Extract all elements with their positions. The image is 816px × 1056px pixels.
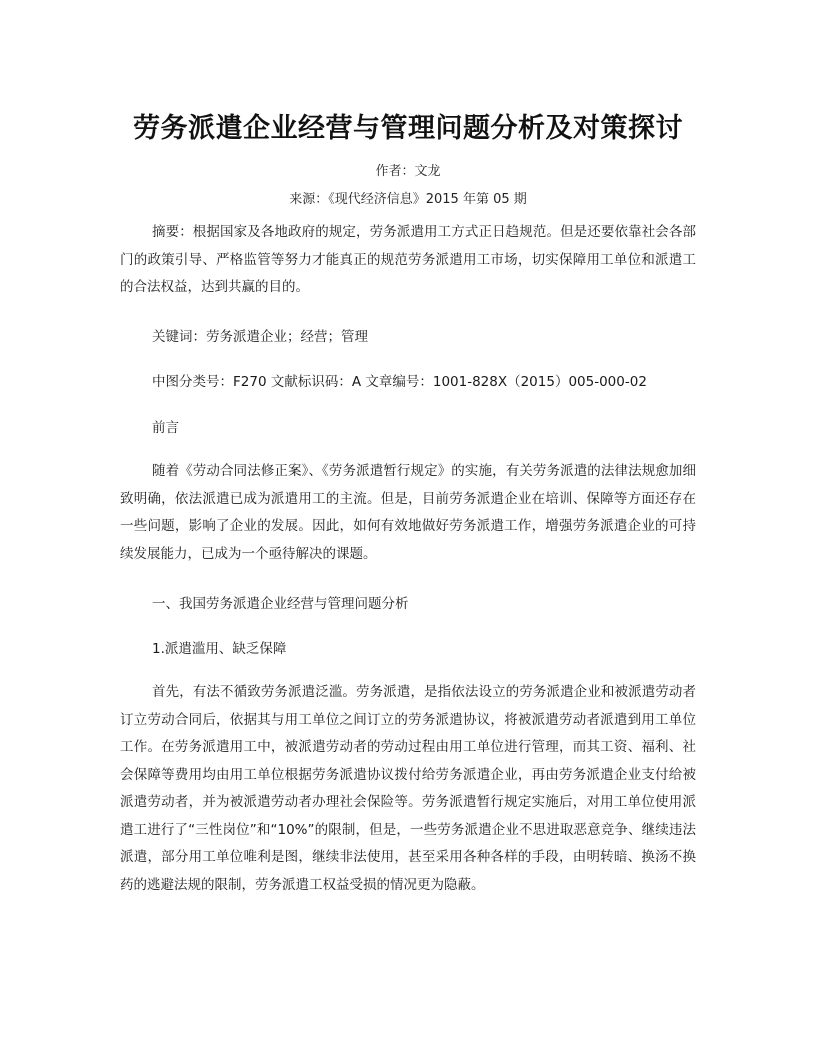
abstract-paragraph: 摘要：根据国家及各地政府的规定，劳务派遣用工方式正日趋规范。但是还要依靠社会各部门的政策引导、严格监管等努力才能真正的规范劳务派遣用工市场，切实保障用工单位和派遣工的合法权益，达到共赢的目的。	[120, 224, 696, 295]
subsection-1-heading: 1.派遣滥用、缺乏保障	[152, 641, 287, 657]
subsection-1-paragraph: 首先，有法不循致劳务派遣泛滥。劳务派遣，是指依法设立的劳务派遣企业和被派遣劳动者订立劳动合同后，依据其与用工单位之间订立的劳务派遣协议，将被派遣劳动者派遣到用工单位工作。在劳务派遣用工中，被派遣劳动者的劳动过程由用工单位进行管理，而其工资、福利、社会保障等费用均由用工单位根据劳务派遣协议拨付给劳务派遣企业，再由劳务派遣企业支付给被派遣劳动者，并为被派遣劳动者办理社会保险等。劳务派遣暂行规定实施后，对用工单位使用派遣工进行了“三性岗位”和“10%”的限制，但是，一些劳务派遣企业不思进取恶意竞争、继续违法派遣，部分用工单位唯利是图，继续非法使用，甚至采用各种各样的手段，由明转暗、换汤不换药的逃避法规的限制，劳务派遣工权益受损的情况更为隐蔽。	[120, 684, 696, 893]
source-line: 来源：《现代经济信息》2015 年第 05 期	[289, 192, 527, 207]
classification-line: 中图分类号：F270 文献标识码：A 文章编号：1001-828X（2015）005-000-02	[152, 374, 647, 390]
keywords-line: 关键词：劳务派遣企业；经营；管理	[152, 329, 368, 345]
preface-paragraph: 随着《劳动合同法修正案》、《劳务派遣暂行规定》的实施，有关劳务派遣的法律法规愈加细致明确，依法派遣已成为派遣用工的主流。但是，目前劳务派遣企业在培训、保障等方面还存在一些问题，影响了企业的发展。因此，如何有效地做好劳务派遣工作，增强劳务派遣企业的可持续发展能力，已成为一个亟待解决的课题。	[120, 463, 696, 562]
author-line: 作者：文龙	[375, 164, 441, 179]
preface-heading: 前言	[152, 420, 179, 436]
article-title: 劳务派遣企业经营与管理问题分析及对策探讨	[133, 113, 683, 144]
section-1-heading: 一、我国劳务派遣企业经营与管理问题分析	[152, 596, 409, 612]
